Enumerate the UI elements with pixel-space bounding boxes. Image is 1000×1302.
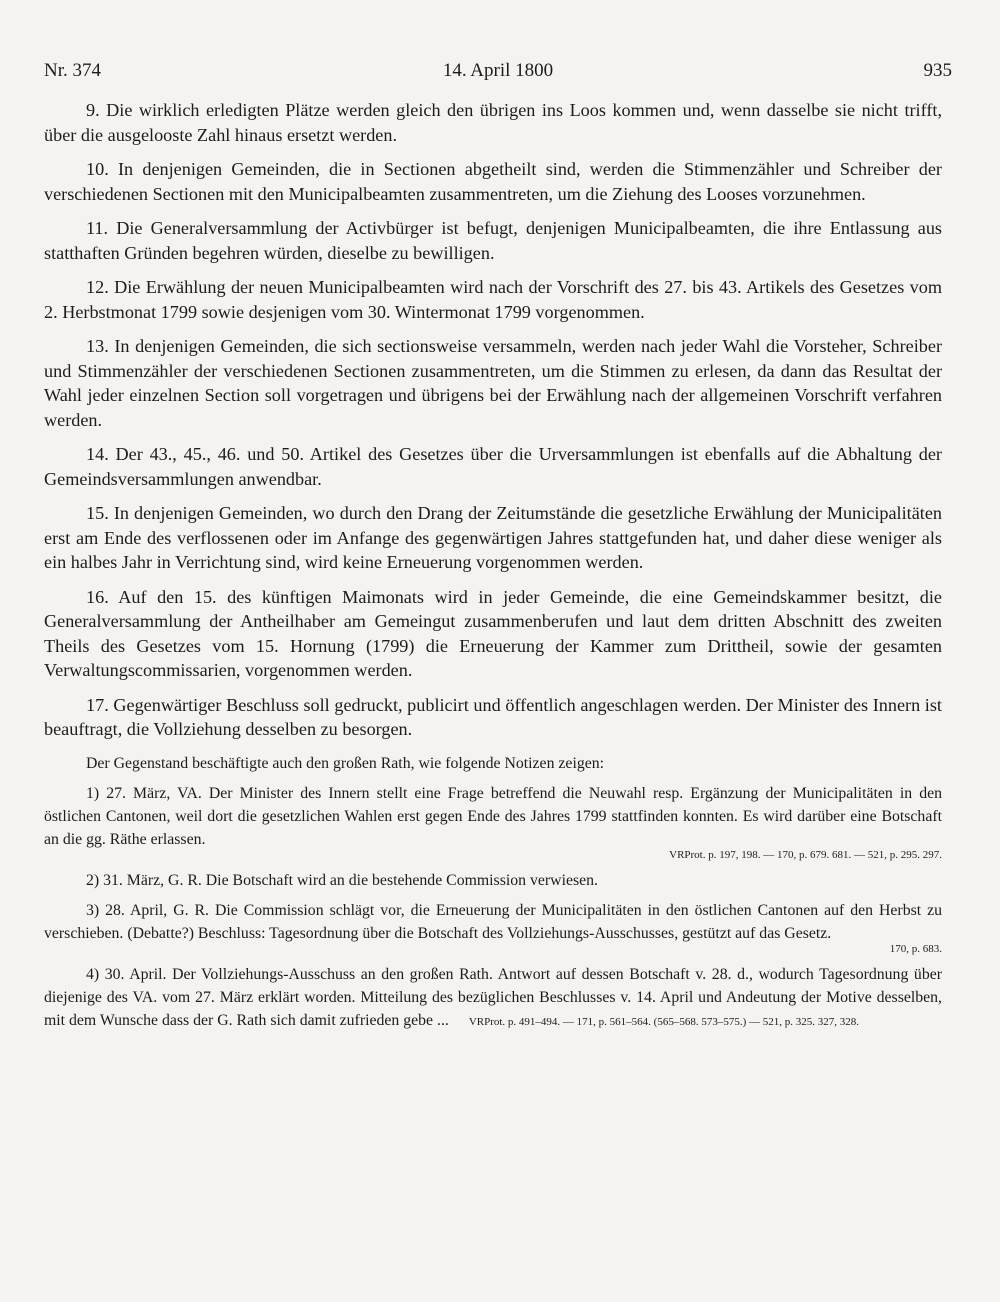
note-4-text: 4) 30. April. Der Vollziehungs-Ausschuss an den großen Rath. Antwort auf dessen Botschaft v. 28. d., wodurch Tagesordnung über diejenige des VA. vom 27. März erklärt worden. Mitteilung des bezüglichen Beschlusses v. 14. April und Andeutung der Motive desselben, mit dem Wunsche dass der G. Rath sich damit zufrieden gebe ...	[44, 965, 942, 1029]
note-1	[44, 782, 942, 862]
notes-section	[44, 752, 942, 1034]
page-number: 935	[923, 60, 952, 81]
note-3-reference: 170, p. 683.	[889, 942, 942, 955]
note-1-text: 1) 27. März, VA. Der Minister des Innern stellt eine Frage betreffend die Neuwahl resp. Ergänzung der Municipalitäten in den östlichen Cantonen, weil dort die gesetzlichen Wahlen erst gegen Ende des Jahres 1799 stattfinden konnten. Es wird darüber eine Botschaft an die gg. Räthe erlassen.	[44, 784, 942, 848]
note-3-text: 3) 28. April, G. R. Die Commission schlägt vor, die Erneuerung der Municipalitäten in den östlichen Cantonen auf den Herbst zu verschieben. (Debatte?) Beschluss: Tagesordnung über die Botschaft des Vollziehungs-Ausschusses, gestützt auf das Gesetz.	[44, 901, 942, 942]
article-10: 10. In denjenigen Gemeinden, die in Sectionen abgetheilt sind, werden die Stimmenzähler und Schreiber der verschiedenen Sectionen mit den Municipalbeamten zusammentreten, um die Ziehung des Looses vorzunehmen.	[44, 159, 942, 204]
article-13: 13. In denjenigen Gemeinden, die sich sectionsweise versammeln, werden nach jeder Wahl die Vorsteher, Schreiber und Stimmenzähler der verschiedenen Sectionen zusammentreten, um die Stimmen zu erlesen, da dann das Resultat der Wahl jeder einzelnen Section soll vorgetragen und übrigens bei der Erwählung nach der allgemeinen Vorschrift verfahren werden.	[44, 336, 942, 430]
document-number: Nr. 374	[44, 60, 101, 81]
document-date: 14. April 1800	[442, 60, 554, 81]
article-12: 12. Die Erwählung der neuen Municipalbeamten wird nach der Vorschrift des 27. bis 43. Artikels des Gesetzes vom 2. Herbstmonat 1799 sowie desjenigen vom 30. Wintermonat 1799 vorgenommen.	[44, 277, 942, 322]
main-text	[44, 98, 942, 1041]
note-1-reference: VRProt. p. 197, 198. — 170, p. 679. 681. — 521, p. 295. 297.	[669, 848, 942, 861]
note-3	[44, 899, 942, 956]
note-2	[44, 869, 942, 892]
note-2-text: 2) 31. März, G. R. Die Botschaft wird an die bestehende Commission verwiesen.	[86, 871, 598, 889]
page-header	[44, 60, 952, 96]
article-14: 14. Der 43., 45., 46. und 50. Artikel des Gesetzes über die Urversammlungen ist ebenfalls auf die Abhaltung der Gemeindsversammlungen anwendbar.	[44, 444, 942, 489]
note-4	[44, 963, 942, 1034]
notes-intro: Der Gegenstand beschäftigte auch den großen Rath, wie folgende Notizen zeigen:	[86, 754, 605, 772]
article-11: 11. Die Generalversammlung der Activbürger ist befugt, denjenigen Municipalbeamten, die ihre Entlassung aus statthaften Gründen begehren würden, dieselbe zu bewilligen.	[44, 218, 942, 263]
article-17: 17. Gegenwärtiger Beschluss soll gedruckt, publicirt und öffentlich angeschlagen werden. Der Minister des Innern ist beauftragt, die Vollziehung desselben zu besorgen.	[44, 694, 942, 739]
note-4-reference: VRProt. p. 491–494. — 171, p. 561–564. (565–568. 573–575.) — 521, p. 325. 327, 328.	[468, 1015, 860, 1028]
article-15: 15. In denjenigen Gemeinden, wo durch den Drang der Zeitumstände die gesetzliche Erwählung der Municipalitäten erst am Ende des verflossenen oder im Anfange des gegenwärtigen Jahres stattgefunden hat, und daher diese weniger als ein halbes Jahr in Verrichtung sind, wird keine Erneuerung vorgenommen werden.	[44, 503, 942, 572]
article-9: 9. Die wirklich erledigten Plätze werden gleich den übrigen ins Loos kommen und, wenn dasselbe sie nicht trifft, über die ausgelooste Zahl hinaus ersetzt werden.	[44, 100, 942, 145]
article-16: 16. Auf den 15. des künftigen Maimonats wird in jeder Gemeinde, die eine Gemeindskammer besitzt, die Generalversammlung der Antheilhaber am Gemeingut zusammenberufen und laut dem dritten Abschnitt des zweiten Theils des Gesetzes vom 15. Hornung (1799) die Erneuerung der Kammer zum Drittheil, sowie der gesamten Verwaltungscommissarien, vorgenommen werden.	[44, 586, 942, 680]
